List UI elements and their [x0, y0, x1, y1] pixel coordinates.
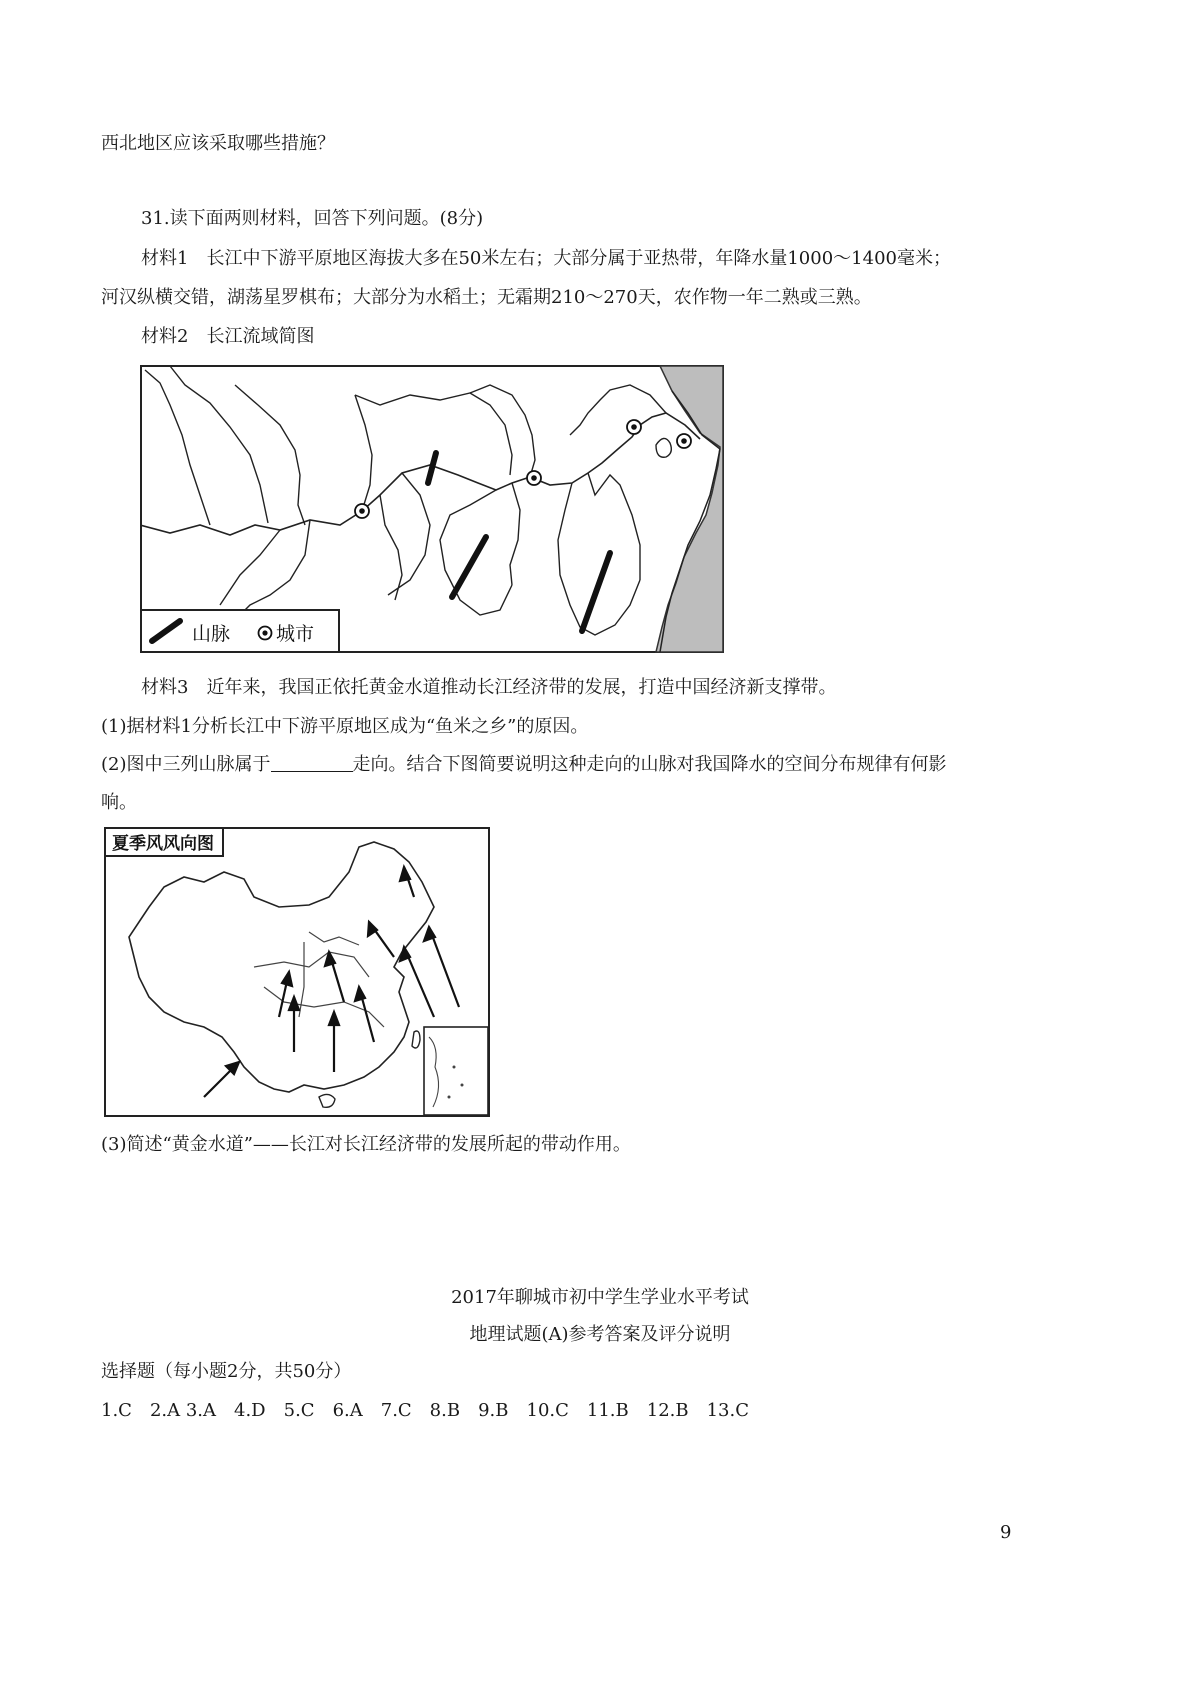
legend-city-icon: [259, 627, 272, 640]
sub-question-2-before-blank: (2)图中三列山脉属于: [101, 754, 271, 775]
material-1-line-2: 河汉纵横交错，湖荡星罗棋布；大部分为水稻土；无霜期210～270天，农作物一年二熟或三熟。: [101, 287, 872, 308]
question-31-title: 31.读下面两则材料，回答下列问题。(8分): [141, 208, 484, 229]
sub-question-2-after-blank: 走向。结合下图简要说明这种走向的山脉对我国降水的空间分布规律有何影: [352, 754, 947, 775]
prev-question-tail: 西北地区应该采取哪些措施？: [101, 133, 335, 154]
sub-question-3: (3)简述“黄金水道”——长江对长江经济带的发展所起的带动作用。: [101, 1134, 631, 1155]
answer-key-section: 选择题（每小题2分，共50分）: [101, 1361, 352, 1382]
legend-mountain-label: 山脉: [192, 623, 231, 645]
answer-blank: [271, 753, 353, 772]
answer-key-answers: 1.C 2.A 3.A 4.D 5.C 6.A 7.C 8.B 9.B 10.C 11.B 12.B 13.C: [101, 1400, 749, 1421]
material-3-text: 材料3 近年来，我国正依托黄金水道推动长江经济带的发展，打造中国经济新支撑带。: [141, 677, 837, 698]
city-marker: [627, 420, 641, 434]
answer-key-heading-1: 2017年聊城市初中学生学业水平考试: [451, 1287, 749, 1308]
summer-monsoon-map: [104, 827, 490, 1117]
city-marker: [677, 434, 691, 448]
legend-city-label: 城市: [276, 623, 315, 645]
city-marker: [527, 471, 541, 485]
sub-question-2: [101, 752, 947, 778]
yangtze-basin-map: [140, 365, 724, 653]
lake: [656, 438, 671, 457]
sub-question-1: (1)据材料1分析长江中下游平原地区成为“鱼米之乡”的原因。: [101, 716, 589, 737]
sub-question-2-cont: 响。: [101, 792, 137, 813]
map2-title: 夏季风风向图: [112, 834, 214, 854]
page-number: 9: [1000, 1522, 1012, 1543]
city-marker: [355, 504, 369, 518]
material-1-line-1: 材料1 长江中下游平原地区海拔大多在50米左右；大部分属于亚热带，年降水量1000～1400毫米；: [141, 248, 951, 269]
material-2-label: 材料2 长江流域简图: [141, 326, 315, 347]
answer-key-heading-2: 地理试题(A)参考答案及评分说明: [469, 1324, 731, 1345]
